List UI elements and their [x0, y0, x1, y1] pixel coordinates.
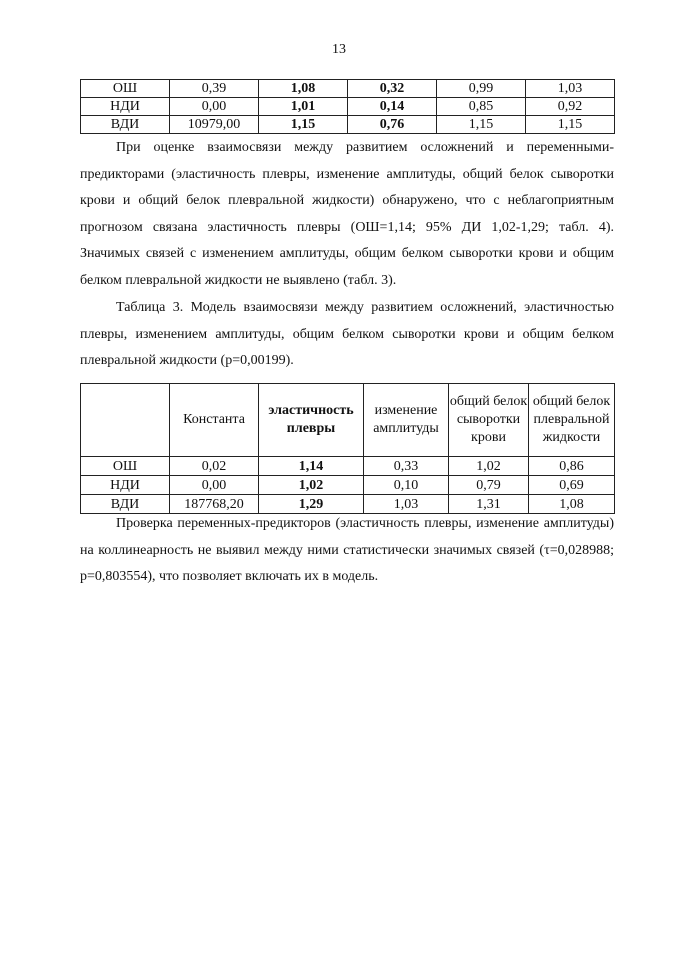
table-cell: 0,76 — [348, 116, 437, 134]
table-cell: 0,00 — [170, 98, 259, 116]
row-label: ОШ — [81, 457, 170, 476]
row-label: НДИ — [81, 98, 170, 116]
table-3-caption: Таблица 3. Модель взаимосвязи между развитием осложнений, эластичностью плевры, изменением амплитуды, общим белком сыворотки крови и общим белком плевральной жидкости (p=0,00199). — [80, 300, 614, 368]
header-cell: Константа — [170, 384, 259, 457]
table-cell: 0,85 — [437, 98, 526, 116]
table-cell: 1,02 — [259, 476, 364, 495]
table-cell: 10979,00 — [170, 116, 259, 134]
header-cell: общий белок плевральной жидкости — [529, 384, 615, 457]
table-cell: 1,15 — [437, 116, 526, 134]
table-cell: 1,29 — [259, 495, 364, 514]
table-row — [81, 457, 615, 476]
row-label: ОШ — [81, 80, 170, 98]
table-cell: 1,03 — [526, 80, 615, 98]
table-cell: 0,92 — [526, 98, 615, 116]
header-cell: общий белок сыворотки крови — [449, 384, 529, 457]
table-cell: 0,39 — [170, 80, 259, 98]
header-empty-cell — [81, 384, 170, 457]
header-cell: эластичность плевры — [259, 384, 364, 457]
table-row — [81, 476, 615, 495]
table-cell: 0,79 — [449, 476, 529, 495]
row-label: ВДИ — [81, 116, 170, 134]
table-cell: 1,08 — [259, 80, 348, 98]
table-cell: 0,02 — [170, 457, 259, 476]
table-cell: 1,02 — [449, 457, 529, 476]
paragraph-analysis: При оценке взаимосвязи между развитием осложнений и переменными-предикторами (эластичность плевры, изменение амплитуды, общий белок сыворотки крови и общий белок плевральной жидкости) обнаружено, что с неблагоприятным прогнозом связана эластичность плевры (ОШ=1,14; 95% ДИ 1,02-1,29; табл. 4). Значимых связей с изменением амплитуды, общим белком сыворотки крови и общим белком плевральной жидкости не выявлено (табл. 3). — [80, 140, 614, 288]
table-cell: 1,03 — [364, 495, 449, 514]
table-cell: 187768,20 — [170, 495, 259, 514]
table-cell: 0,00 — [170, 476, 259, 495]
table-cell: 1,08 — [529, 495, 615, 514]
table-row — [81, 98, 615, 116]
table-row — [81, 116, 615, 134]
table-cell: 0,33 — [364, 457, 449, 476]
header-cell: изменение амплитуды — [364, 384, 449, 457]
page-number: 13 — [332, 42, 346, 57]
table-row — [81, 80, 615, 98]
table-cell: 0,32 — [348, 80, 437, 98]
results-table-continued — [80, 79, 615, 134]
table-cell: 1,14 — [259, 457, 364, 476]
table-cell: 0,14 — [348, 98, 437, 116]
row-label: ВДИ — [81, 495, 170, 514]
table-cell: 1,15 — [259, 116, 348, 134]
table-3 — [80, 383, 615, 514]
table-cell: 0,86 — [529, 457, 615, 476]
table-cell: 0,10 — [364, 476, 449, 495]
row-label: НДИ — [81, 476, 170, 495]
table-cell: 0,99 — [437, 80, 526, 98]
table-cell: 1,15 — [526, 116, 615, 134]
paragraph-collinearity: Проверка переменных-предикторов (эластичность плевры, изменение амплитуды) на коллинеарность не выявил между ними статистически значимых связей (τ=0,028988; p=0,803554), что позволяет включать их в модель. — [80, 516, 614, 584]
table-header-row — [81, 384, 615, 457]
table-cell: 1,31 — [449, 495, 529, 514]
table-cell: 0,69 — [529, 476, 615, 495]
table-cell: 1,01 — [259, 98, 348, 116]
